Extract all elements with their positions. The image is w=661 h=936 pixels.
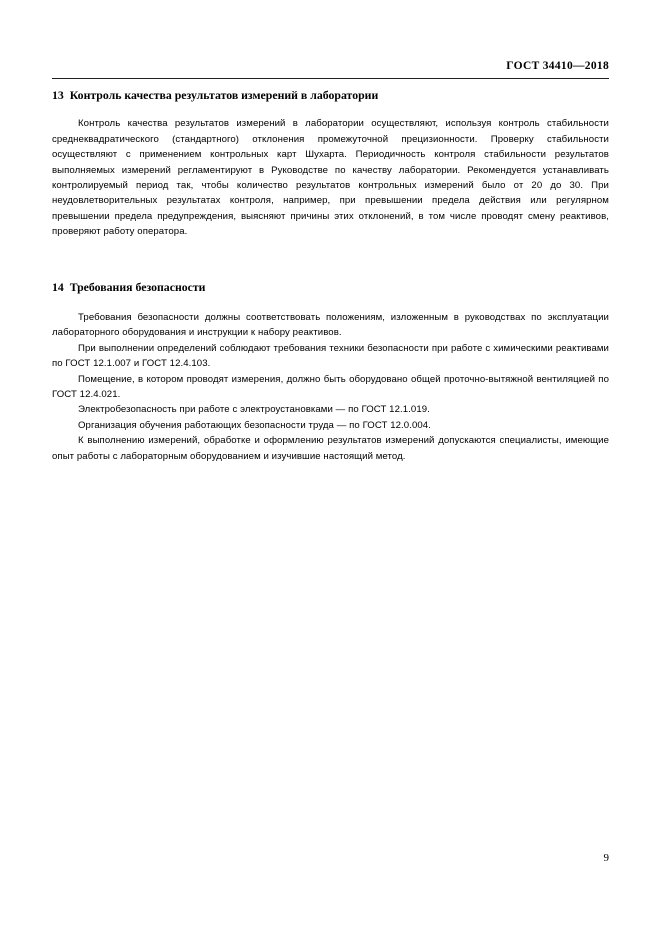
section-14-paragraph-4: Электробезопасность при работе с электроустановками — по ГОСТ 12.1.019. <box>78 404 430 416</box>
section-heading-14 <box>52 280 609 295</box>
section-14-paragraph-3: Помещение, в котором проводят измерения, должно быть оборудовано общей проточно-вытяжной вентиляцией по ГОСТ 12.4.021. <box>52 373 609 400</box>
section-heading-13 <box>52 88 609 103</box>
section-14-paragraph-6: К выполнению измерений, обработке и оформлению результатов измерений допускаются специалисты, имеющие опыт работы с лабораторным оборудованием и изучившие настоящий метод. <box>52 435 609 462</box>
spacer <box>52 240 609 280</box>
section-13-number: 13 <box>52 88 64 102</box>
page-content <box>52 88 609 464</box>
section-14-title: Требования безопасности <box>69 279 206 294</box>
section-14-paragraph-5: Организация обучения работающих безопасности труда — по ГОСТ 12.0.004. <box>78 419 431 431</box>
section-14-number: 14 <box>52 279 64 294</box>
section-13-title: Контроль качества результатов измерений в лаборатории <box>69 88 379 102</box>
section-13-paragraph-1: Контроль качества результатов измерений в лаборатории осуществляют, используя контроль стабильности среднеквадратического (стандартного) отклонения промежуточной прецизионности. Проверку стабильности осуществляют с применением контрольных карт Шухарта. Периодичность контроля стабильности результатов выполняемых измерений регламентируют в Руководстве по качеству лаборатории. Рекомендуется устанавливать контролируемый период так, чтобы количество результатов контрольных измерений было от 20 до 30. При неудовлетворительных результатах контроля, например, при превышении предела действия или регулярном превышении предела предупреждения, выясняют причины этих отклонений, в том числе проводят смену реактивов, проверяют работу оператора. <box>52 118 609 238</box>
section-14-paragraph-1: Требования безопасности должны соответствовать положениям, изложенным в руководствах по эксплуатации лабораторного оборудования и инструкции к набору реактивов. <box>52 311 609 339</box>
spacer <box>52 103 609 116</box>
page-number: 9 <box>603 852 609 864</box>
section-14-paragraph-2: При выполнении определений соблюдают требования техники безопасности при работе с химическими реактивами по ГОСТ 12.1.007 и ГОСТ 12.4.103. <box>52 342 609 370</box>
spacer <box>52 295 609 310</box>
header-divider <box>52 78 609 79</box>
page-header-standard-number: ГОСТ 34410—2018 <box>506 60 609 72</box>
